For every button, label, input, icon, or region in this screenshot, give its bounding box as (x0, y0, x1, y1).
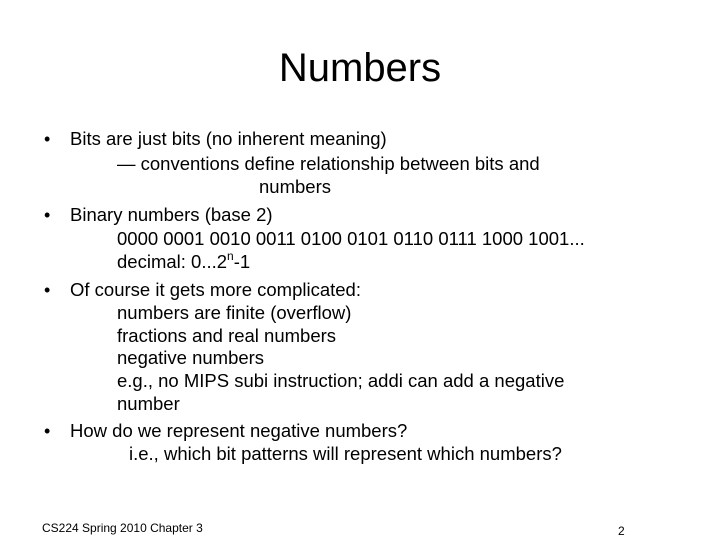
page-number: 2 (618, 524, 625, 538)
bullet-1-sub-2: numbers (259, 176, 331, 197)
decimal-range-suffix: -1 (233, 251, 251, 272)
footer-course-label: CS224 Spring 2010 Chapter 3 (42, 521, 203, 535)
bullet-marker: • (44, 280, 51, 300)
decimal-range-text: decimal: 0...2 (117, 251, 228, 272)
bullet-3-text: Of course it gets more complicated: (70, 279, 361, 300)
bullet-3-sub-1: numbers are finite (overflow) (117, 302, 352, 323)
bullet-2-sub-2 (117, 250, 250, 273)
bullet-4-text: How do we represent negative numbers? (70, 420, 408, 441)
bullet-3-sub-2: fractions and real numbers (117, 325, 337, 346)
bullet-marker: • (44, 421, 51, 441)
bullet-3-sub-5: number (117, 393, 180, 414)
slide-title: Numbers (278, 46, 442, 90)
bullet-1-sub-1: — conventions define relationship between bits and (117, 153, 540, 174)
bullet-4-sub-1: i.e., which bit patterns will represent which numbers? (129, 443, 562, 464)
bullet-1-text: Bits are just bits (no inherent meaning) (70, 128, 387, 149)
bullet-3-sub-3: negative numbers (117, 347, 265, 368)
exponent-n: n (227, 249, 234, 263)
bullet-marker: • (44, 205, 51, 225)
bullet-3-sub-4: e.g., no MIPS subi instruction; addi can add a negative (117, 370, 565, 391)
bullet-2-text: Binary numbers (base 2) (70, 204, 273, 225)
bullet-marker: • (44, 129, 51, 149)
bullet-2-sub-1: 0000 0001 0010 0011 0100 0101 0110 0111 1000 1001... (117, 228, 585, 249)
